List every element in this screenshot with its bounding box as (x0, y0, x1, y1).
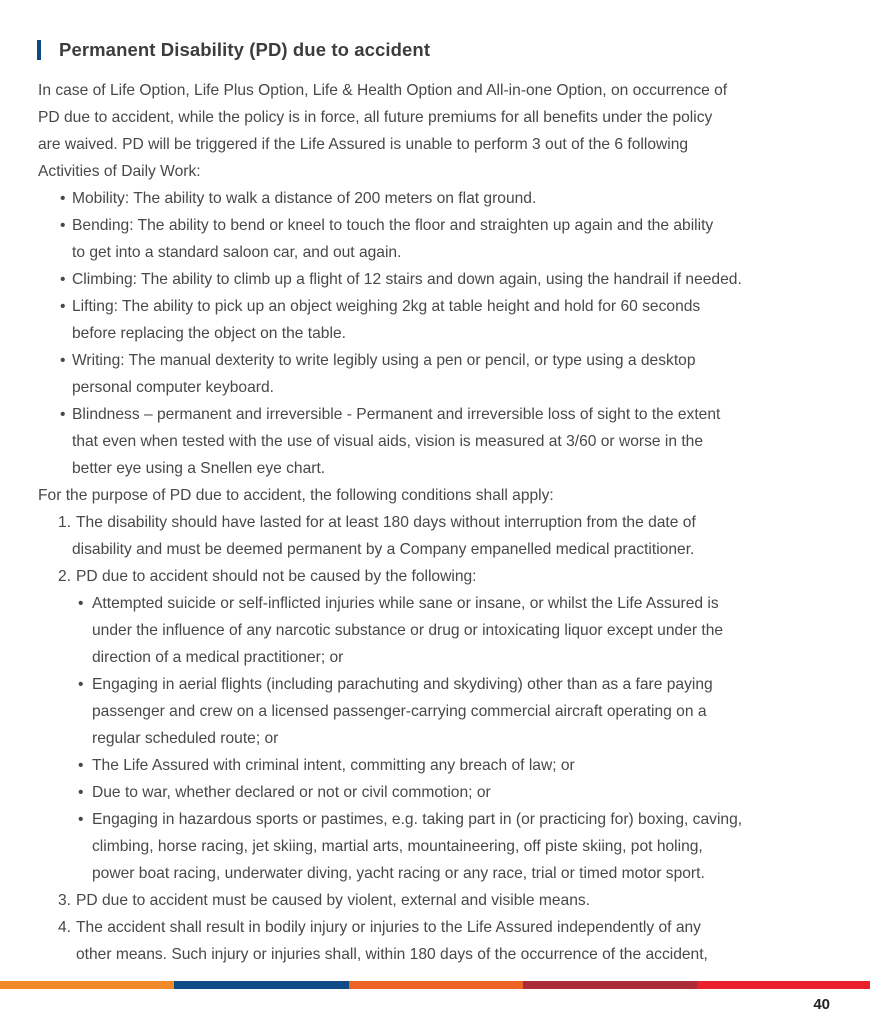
activity-mobility (38, 185, 838, 212)
bullet-icon: • (60, 352, 66, 369)
activity-text: Bending: The ability to bend or kneel to touch the floor and straighten up again and the ability (72, 217, 714, 234)
bullet-icon: • (78, 595, 84, 612)
condition-text: The accident shall result in bodily injury or injuries to the Life Assured independently of any (76, 919, 701, 936)
exclusion-text: power boat racing, underwater diving, yacht racing or any race, trial or timed motor sport. (92, 865, 705, 882)
activity-climbing (38, 266, 838, 293)
condition-text: disability and must be deemed permanent by a Company empanelled medical practitioner. (72, 541, 695, 558)
activity-text: Blindness – permanent and irreversible - Permanent and irreversible loss of sight to the extent (72, 406, 721, 423)
bullet-icon: • (78, 811, 84, 828)
exclusion-text: direction of a medical practitioner; or (92, 649, 344, 666)
exclusion-aerial-flights (38, 671, 838, 752)
exclusion-suicide (38, 590, 838, 671)
intro-paragraph (38, 77, 838, 185)
activities-list (38, 185, 838, 482)
exclusion-text: The Life Assured with criminal intent, committing any breach of law; or (92, 757, 575, 774)
exclusion-hazardous-sports (38, 806, 838, 887)
bullet-icon: • (60, 190, 66, 207)
bullet-icon: • (60, 298, 66, 315)
condition-number: 1. (58, 514, 72, 531)
exclusion-text: under the influence of any narcotic substance or drug or intoxicating liquor except under the (92, 622, 724, 639)
condition-number: 3. (58, 892, 72, 909)
activity-blindness (38, 401, 838, 482)
color-segment-maroon (523, 981, 697, 989)
exclusion-text: Due to war, whether declared or not or civil commotion; or (92, 784, 491, 801)
color-segment-red (697, 981, 870, 989)
color-segment-dark-orange (349, 981, 523, 989)
body-content (38, 77, 838, 968)
color-segment-orange (0, 981, 174, 989)
activity-text: Mobility: The ability to walk a distance of 200 meters on flat ground. (72, 190, 537, 207)
bullet-icon: • (60, 271, 66, 288)
activity-bending (38, 212, 838, 266)
condition-4 (38, 914, 838, 968)
bullet-icon: • (60, 406, 66, 423)
bullet-icon: • (78, 757, 84, 774)
activity-writing (38, 347, 838, 401)
condition-text: other means. Such injury or injuries shall, within 180 days of the occurrence of the accident, (76, 946, 708, 963)
exclusion-text: regular scheduled route; or (92, 730, 279, 747)
exclusions-list (38, 590, 838, 887)
heading-accent-bar (37, 40, 41, 60)
activity-text: to get into a standard saloon car, and out again. (72, 244, 402, 261)
footer-color-bar (0, 981, 870, 989)
activity-text: Climbing: The ability to climb up a flight of 12 stairs and down again, using the handrail if needed. (72, 271, 742, 288)
exclusion-text: Engaging in hazardous sports or pastimes, e.g. taking part in (or practicing for) boxing, caving, (92, 811, 743, 828)
exclusion-war (38, 779, 838, 806)
exclusion-text: Attempted suicide or self-inflicted injuries while sane or insane, or whilst the Life Assured is (92, 595, 719, 612)
condition-number: 2. (58, 568, 72, 585)
condition-text: PD due to accident must be caused by violent, external and visible means. (76, 892, 591, 909)
intro-line: are waived. PD will be triggered if the Life Assured is unable to perform 3 out of the 6 following (38, 136, 689, 153)
exclusion-criminal-intent (38, 752, 838, 779)
exclusion-text: climbing, horse racing, jet skiing, martial arts, mountaineering, off piste skiing, pot holing, (92, 838, 703, 855)
intro-line: In case of Life Option, Life Plus Option, Life & Health Option and All-in-one Option, on occurrence of (38, 82, 728, 99)
condition-text: The disability should have lasted for at least 180 days without interruption from the date of (76, 514, 696, 531)
conditions-intro: For the purpose of PD due to accident, the following conditions shall apply: (38, 487, 554, 504)
color-segment-blue (174, 981, 349, 989)
activity-text: Lifting: The ability to pick up an object weighing 2kg at table height and hold for 60 seconds (72, 298, 701, 315)
section-title: Permanent Disability (PD) due to accident (59, 39, 431, 60)
intro-line: PD due to accident, while the policy is in force, all future premiums for all benefits under the policy (38, 109, 713, 126)
condition-2 (38, 563, 838, 590)
condition-text: PD due to accident should not be caused by the following: (76, 568, 477, 585)
activity-text: before replacing the object on the table. (72, 325, 346, 342)
intro-line: Activities of Daily Work: (38, 163, 201, 180)
condition-1 (38, 509, 838, 563)
bullet-icon: • (78, 784, 84, 801)
conditions-list (38, 509, 838, 968)
exclusion-text: Engaging in aerial flights (including parachuting and skydiving) other than as a fare paying (92, 676, 713, 693)
section-heading (37, 38, 430, 62)
activity-text: personal computer keyboard. (72, 379, 274, 396)
activity-text: Writing: The manual dexterity to write legibly using a pen or pencil, or type using a desktop (72, 352, 696, 369)
page-number: 40 (813, 996, 830, 1013)
exclusion-text: passenger and crew on a licensed passenger-carrying commercial aircraft operating on a (92, 703, 707, 720)
activity-text: better eye using a Snellen eye chart. (72, 460, 326, 477)
bullet-icon: • (78, 676, 84, 693)
activity-text: that even when tested with the use of visual aids, vision is measured at 3/60 or worse in the (72, 433, 704, 450)
bullet-icon: • (60, 217, 66, 234)
condition-3 (38, 887, 838, 914)
activity-lifting (38, 293, 838, 347)
condition-number: 4. (58, 919, 72, 936)
